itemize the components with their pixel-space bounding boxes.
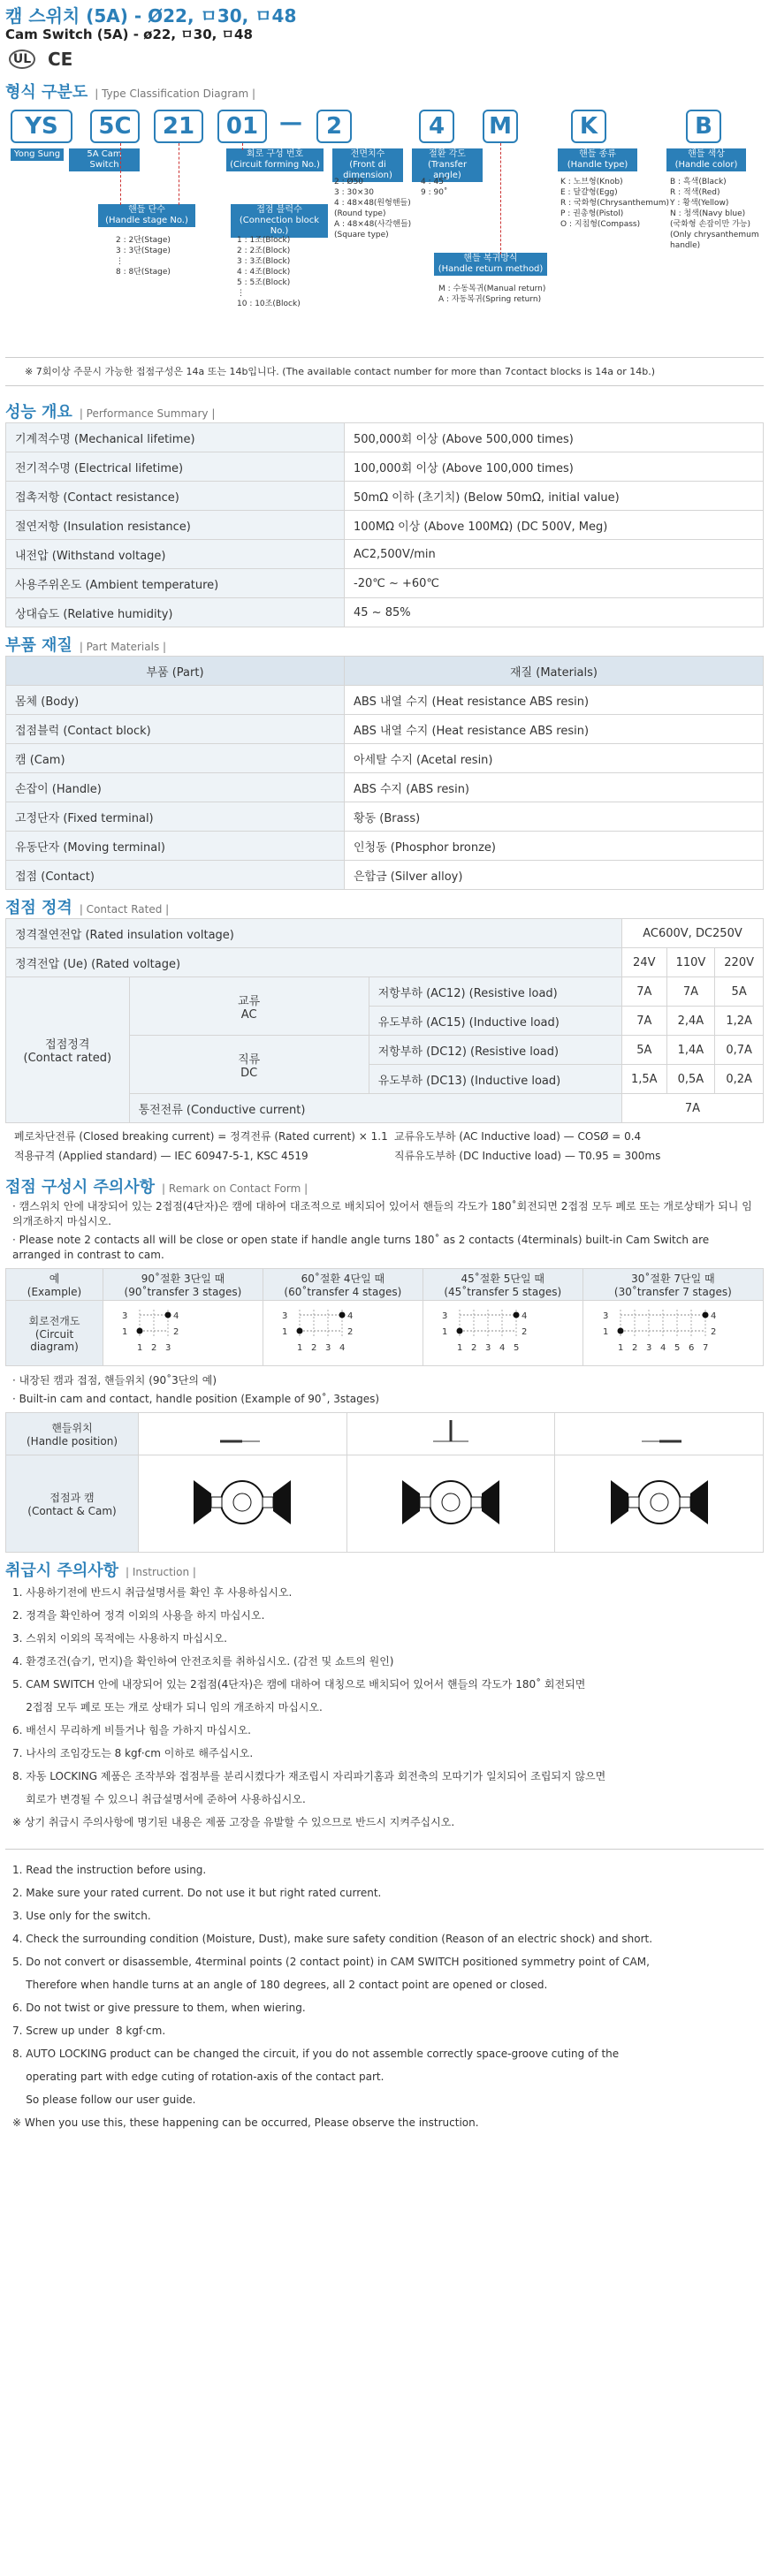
handle-pos bbox=[346, 1413, 555, 1455]
remark-en: · Please note 2 contacts all will be close or open state if handle angle turns 180˚ as 2 contacts (4terminals) built-in Cam Switch are arranged in contrast to cam. bbox=[12, 1234, 710, 1261]
performance-value: 50mΩ 이하 (초기치) (Below 50mΩ, initial value) bbox=[345, 482, 764, 511]
type-section-heading bbox=[5, 74, 764, 103]
svg-text:3: 3 bbox=[324, 1343, 331, 1353]
tag-front: 전면치수 (Front di dimension) bbox=[332, 148, 403, 182]
svg-text:1: 1 bbox=[456, 1343, 463, 1353]
code-b: B bbox=[686, 110, 721, 143]
performance-value: 45 ~ 85% bbox=[345, 598, 764, 627]
cam-contact-icon bbox=[393, 1458, 508, 1546]
performance-label: 접촉저항 (Contact resistance) bbox=[6, 482, 345, 511]
cam-contact-icon bbox=[185, 1458, 300, 1546]
type-section-title: 형식 구분도 bbox=[5, 83, 88, 102]
instruction-subtitle: | Instruction | bbox=[125, 1566, 196, 1578]
part-label: 고정단자 (Fixed terminal) bbox=[6, 802, 345, 832]
code-dash: — bbox=[279, 110, 302, 136]
circuit-diagram-4-icon bbox=[277, 1303, 409, 1361]
instruction-item: 2. 정격을 확인하여 정격 이외의 사용을 하지 마십시오. bbox=[12, 1609, 265, 1622]
code-21: 21 bbox=[154, 110, 203, 143]
type-diagram bbox=[5, 103, 764, 394]
cam-diagram bbox=[346, 1455, 555, 1553]
instruction-item: 5. CAM SWITCH 안에 내장되어 있는 2접점(4단자)은 캠에 대하여 대칭으로 배치되어 있어서 핸들의 각도가 180˚ 회전되면 bbox=[12, 1678, 586, 1691]
svg-text:3: 3 bbox=[441, 1311, 448, 1321]
performance-row bbox=[6, 511, 764, 540]
foot-ac-inductive: 교류유도부하 (AC Inductive load) — COSØ = 0.4 bbox=[394, 1130, 642, 1143]
rating-table bbox=[5, 918, 764, 1123]
example-45 bbox=[423, 1269, 582, 1301]
performance-label: 상대습도 (Relative humidity) bbox=[6, 598, 345, 627]
foot-dc-inductive: 직류유도부하 (DC Inductive load) — T0.95 = 300ms bbox=[394, 1150, 661, 1162]
tag-handle-type: 핸들 종류 (Handle type) bbox=[558, 148, 637, 171]
code-2: 2 bbox=[316, 110, 352, 143]
example-en: (30˚transfer 7 stages) bbox=[613, 1286, 732, 1298]
svg-text:2: 2 bbox=[521, 1327, 528, 1337]
example-en: (60˚transfer 4 stages) bbox=[284, 1286, 402, 1298]
part-material: 은합금 (Silver alloy) bbox=[345, 861, 764, 890]
parts-row bbox=[6, 861, 764, 890]
svg-text:3: 3 bbox=[484, 1343, 491, 1353]
svg-text:4: 4 bbox=[521, 1311, 528, 1321]
code-4: 4 bbox=[419, 110, 454, 143]
performance-subtitle: | Performance Summary | bbox=[79, 407, 216, 420]
svg-text:3: 3 bbox=[646, 1343, 652, 1353]
handle-right-icon bbox=[633, 1415, 686, 1450]
svg-text:1: 1 bbox=[618, 1343, 624, 1353]
svg-text:3: 3 bbox=[164, 1343, 171, 1353]
svg-text:2: 2 bbox=[150, 1343, 157, 1353]
instruction-item: 4. Check the surrounding condition (Moisture, Dust), make sure safety condition (Reason of an electric shock) and short. bbox=[12, 1933, 653, 1945]
insulation-value: AC600V, DC250V bbox=[621, 919, 763, 948]
divider bbox=[5, 1834, 764, 1850]
example-ko: 90˚절환 3단일 때 bbox=[141, 1273, 225, 1285]
foot-closed-breaking: 폐로차단전류 (Closed breaking current) = 정격전류 (Rated current) × 1.1 bbox=[14, 1130, 388, 1143]
rating-value: 7A bbox=[621, 977, 666, 1007]
example-table bbox=[5, 1268, 764, 1366]
instruction-item: 6. 배선시 무리하게 비틀거나 힘을 가하지 마십시오. bbox=[12, 1724, 251, 1736]
example-ko: 60˚절환 4단일 때 bbox=[301, 1273, 385, 1285]
instruction-title: 취급시 주의사항 bbox=[5, 1562, 118, 1580]
connector-line bbox=[500, 143, 501, 255]
handle-type-options: K : 노브형(Knob) E : 달걀형(Egg) R : 국화형(Chrysanthemum) P : 권총형(Pistol) O : 지침형(Compass) bbox=[560, 178, 670, 229]
example-en: (90˚transfer 3 stages) bbox=[124, 1286, 242, 1298]
performance-value: 100,000회 이상 (Above 100,000 times) bbox=[345, 452, 764, 482]
rating-value: 5A bbox=[715, 977, 764, 1007]
rating-value: 1,5A bbox=[621, 1065, 666, 1094]
performance-label: 기계적수명 (Mechanical lifetime) bbox=[6, 423, 345, 452]
svg-text:3: 3 bbox=[603, 1311, 609, 1321]
load-label: 저항부하 (DC12) (Resistive load) bbox=[369, 1036, 621, 1065]
rating-value: 1,4A bbox=[666, 1036, 715, 1065]
svg-text:1: 1 bbox=[603, 1327, 609, 1337]
rating-footnotes bbox=[5, 1123, 764, 1169]
svg-text:4: 4 bbox=[339, 1343, 346, 1353]
stage-options: 2 : 2단(Stage) 3 : 3단(Stage) ⋮ 8 : 8단(Stage) bbox=[116, 236, 171, 277]
handle-left-icon bbox=[216, 1415, 269, 1450]
rating-value: 2,4A bbox=[666, 1007, 715, 1036]
type-section-subtitle: | Type Classification Diagram | bbox=[95, 87, 256, 100]
parts-row bbox=[6, 773, 764, 802]
svg-text:2: 2 bbox=[470, 1343, 477, 1353]
dc-label: 직류 DC bbox=[129, 1036, 369, 1094]
code-ys: YS bbox=[11, 110, 72, 143]
svg-text:6: 6 bbox=[689, 1343, 695, 1353]
remark-subtitle: | Remark on Contact Form | bbox=[162, 1182, 308, 1195]
instruction-item: ※ 상기 취급시 주의사항에 명기된 내용은 제품 고장을 유발할 수 있으므로 반드시 지켜주십시오. bbox=[12, 1816, 455, 1828]
circuit-diagram-3-icon bbox=[117, 1303, 249, 1361]
part-label: 접점 (Contact) bbox=[6, 861, 345, 890]
code-m: M bbox=[483, 110, 518, 143]
part-label: 접점블럭 (Contact block) bbox=[6, 715, 345, 744]
example-30 bbox=[582, 1269, 763, 1301]
front-options: 2 : Ø50 3 : 30×30 4 : 48×48(원형핸들) (Round type) A : 48×48(사각핸들) (Square type) bbox=[334, 178, 412, 239]
insulation-label: 정격절연전압 (Rated insulation voltage) bbox=[6, 919, 622, 948]
svg-text:1: 1 bbox=[441, 1327, 448, 1337]
performance-row bbox=[6, 598, 764, 627]
rating-value: 7A bbox=[621, 1007, 666, 1036]
cam-diagram bbox=[555, 1455, 764, 1553]
rating-heading bbox=[5, 890, 764, 918]
performance-row bbox=[6, 569, 764, 598]
tag-handle-color: 핸들 색상 (Handle color) bbox=[666, 148, 746, 171]
code-k: K bbox=[571, 110, 606, 143]
ul-cert-icon: UL bbox=[9, 49, 35, 69]
tag-camswitch: 5A Cam Switch bbox=[69, 148, 140, 171]
parts-subtitle: | Part Materials | bbox=[79, 641, 167, 653]
rating-value: 0,7A bbox=[715, 1036, 764, 1065]
conductive-value: 7A bbox=[621, 1094, 763, 1123]
rating-value: 0,2A bbox=[715, 1065, 764, 1094]
svg-text:1: 1 bbox=[121, 1327, 128, 1337]
svg-text:4: 4 bbox=[499, 1343, 506, 1353]
tag-circuit: 회로 구성 번호 (Circuit forming No.) bbox=[226, 148, 324, 171]
type-note: ※ 7회이상 주문시 가능한 접점구성은 14a 또는 14b입니다. (The available contact number for more than 7contact blocks is 14a or 14b.) bbox=[5, 357, 764, 386]
svg-text:1: 1 bbox=[281, 1327, 288, 1337]
remark-title: 접점 구성시 주의사항 bbox=[5, 1178, 156, 1197]
svg-text:7: 7 bbox=[703, 1343, 709, 1353]
example-ko: 30˚절환 7단일 때 bbox=[631, 1273, 715, 1285]
parts-head-material: 재질 (Materials) bbox=[345, 657, 764, 686]
contact-rated-label: 접점정격 (Contact rated) bbox=[6, 977, 130, 1123]
performance-value: AC2,500V/min bbox=[345, 540, 764, 569]
cam-diagram bbox=[139, 1455, 347, 1553]
svg-text:4: 4 bbox=[172, 1311, 179, 1321]
performance-label: 절연저항 (Insulation resistance) bbox=[6, 511, 345, 540]
part-material: ABS 수지 (ABS resin) bbox=[345, 773, 764, 802]
circuit-label: 회로전개도 (Circuit diagram) bbox=[6, 1301, 103, 1366]
svg-text:2: 2 bbox=[711, 1327, 717, 1337]
svg-text:3: 3 bbox=[281, 1311, 288, 1321]
circuit-diagram bbox=[263, 1301, 423, 1366]
handle-pos bbox=[139, 1413, 347, 1455]
load-label: 유도부하 (DC13) (Inductive load) bbox=[369, 1065, 621, 1094]
part-material: 아세탈 수지 (Acetal resin) bbox=[345, 744, 764, 773]
part-material: ABS 내열 수지 (Heat resistance ABS resin) bbox=[345, 715, 764, 744]
circuit-diagram bbox=[103, 1301, 263, 1366]
rating-value: 7A bbox=[666, 977, 715, 1007]
instruction-item: 5. Do not convert or disassemble, 4terminal points (2 contact point) in CAM SWITCH positioned symmetry point of CAM, bbox=[12, 1956, 650, 1968]
connection-options: 1 : 1조(Block) 2 : 2조(Block) 3 : 3조(Block) 4 : 4조(Block) 5 : 5조(Block) ⋮ 10 : 10조(Block) bbox=[237, 236, 301, 308]
instruction-item: 7. 나사의 조임강도는 8 kgf·cm 이하로 해주십시오. bbox=[12, 1747, 254, 1759]
instruction-item: operating part with edge cuting of rotation-axis of the contact part. bbox=[12, 2071, 384, 2083]
code-5c: 5C bbox=[90, 110, 140, 143]
instruction-item: 8. 자동 LOCKING 제품은 조작부와 접점부를 분리시켰다가 재조립시 자리파기홈과 회전축의 모따기가 일치되어 조립되지 않으면 bbox=[12, 1770, 606, 1782]
performance-title: 성능 개요 bbox=[5, 403, 72, 422]
rating-title: 접점 정격 bbox=[5, 899, 72, 917]
instruction-ko-list bbox=[5, 1581, 764, 1834]
transfer-options: 4 : 45˚ 9 : 90˚ bbox=[421, 178, 448, 197]
svg-text:4: 4 bbox=[660, 1343, 666, 1353]
load-label: 저항부하 (AC12) (Resistive load) bbox=[369, 977, 621, 1007]
performance-heading bbox=[5, 394, 764, 422]
handle-color-options: B : 흑색(Black) R : 적색(Red) Y : 황색(Yellow) N : 청색(Navy blue) (국화형 손잡이만 가능) (Only chrysanthemum handle) bbox=[670, 178, 759, 250]
cam-en: · Built-in cam and contact, handle position (Example of 90˚, 3stages) bbox=[12, 1393, 380, 1405]
example-60 bbox=[263, 1269, 423, 1301]
instruction-en-list bbox=[5, 1858, 764, 2134]
example-en: (45˚transfer 5 stages) bbox=[444, 1286, 562, 1298]
circuit-diagram bbox=[423, 1301, 582, 1366]
performance-row bbox=[6, 540, 764, 569]
circuit-diagram-5-icon bbox=[437, 1303, 569, 1361]
voltage-24: 24V bbox=[621, 948, 666, 977]
connector-line bbox=[120, 143, 121, 205]
part-label: 손잡이 (Handle) bbox=[6, 773, 345, 802]
part-material: ABS 내열 수지 (Heat resistance ABS resin) bbox=[345, 686, 764, 715]
foot-standard: 적용규격 (Applied standard) — IEC 60947-5-1, KSC 4519 bbox=[14, 1150, 308, 1162]
rating-value: 0,5A bbox=[666, 1065, 715, 1094]
voltage-110: 110V bbox=[666, 948, 715, 977]
performance-value: -20℃ ~ +60℃ bbox=[345, 569, 764, 598]
tag-connection: 접점 블럭수 (Connection block No.) bbox=[231, 204, 328, 238]
instruction-item: 8. AUTO LOCKING product can be changed the circuit, if you do not assemble correctly space-groove cuting of the bbox=[12, 2048, 620, 2060]
parts-row bbox=[6, 802, 764, 832]
part-label: 유동단자 (Moving terminal) bbox=[6, 832, 345, 861]
parts-table bbox=[5, 656, 764, 890]
code-01: 01 bbox=[217, 110, 267, 143]
instruction-item: 3. Use only for the switch. bbox=[12, 1910, 151, 1922]
instruction-item: 4. 환경조건(습기, 먼지)을 확인하여 안전조치를 취하십시오. (감전 및 쇼트의 원인) bbox=[12, 1655, 394, 1668]
performance-label: 내전압 (Withstand voltage) bbox=[6, 540, 345, 569]
voltage-220: 220V bbox=[715, 948, 764, 977]
page-title: 캠 스위치 (5A) - Ø22, ㅁ30, ㅁ48 bbox=[5, 5, 297, 27]
svg-text:2: 2 bbox=[632, 1343, 638, 1353]
parts-title: 부품 재질 bbox=[5, 636, 72, 655]
ue-label: 정격전압 (Ue) (Rated voltage) bbox=[6, 948, 622, 977]
parts-row bbox=[6, 832, 764, 861]
load-label: 유도부하 (AC15) (Inductive load) bbox=[369, 1007, 621, 1036]
example-ko: 45˚절환 5단일 때 bbox=[461, 1273, 545, 1285]
svg-text:5: 5 bbox=[674, 1343, 681, 1353]
conductive-label: 통전전류 (Conductive current) bbox=[129, 1094, 621, 1123]
example-90 bbox=[103, 1269, 263, 1301]
rating-subtitle: | Contact Rated | bbox=[79, 903, 170, 916]
instruction-item: 2. Make sure your rated current. Do not use it but right rated current. bbox=[12, 1887, 382, 1899]
handle-up-icon bbox=[424, 1415, 477, 1450]
svg-text:2: 2 bbox=[172, 1327, 179, 1337]
performance-table bbox=[5, 422, 764, 627]
part-material: 인청동 (Phosphor bronze) bbox=[345, 832, 764, 861]
performance-label: 사용주위온도 (Ambient temperature) bbox=[6, 569, 345, 598]
rating-value: 1,2A bbox=[715, 1007, 764, 1036]
performance-row bbox=[6, 452, 764, 482]
parts-row bbox=[6, 744, 764, 773]
tag-yongsung: Yong Sung bbox=[11, 148, 64, 161]
instruction-item: 1. Read the instruction before using. bbox=[12, 1864, 207, 1876]
page-subtitle: Cam Switch (5A) - ø22, ㅁ30, ㅁ48 bbox=[5, 27, 253, 42]
instruction-item: 3. 스위치 이외의 목적에는 사용하지 마십시오. bbox=[12, 1632, 227, 1645]
svg-text:4: 4 bbox=[711, 1311, 717, 1321]
instruction-item: So please follow our user guide. bbox=[12, 2093, 196, 2106]
cam-contact-icon bbox=[602, 1458, 717, 1546]
circuit-diagram bbox=[582, 1301, 763, 1366]
svg-text:3: 3 bbox=[121, 1311, 128, 1321]
svg-text:1: 1 bbox=[296, 1343, 303, 1353]
ce-cert-icon: CE bbox=[48, 49, 73, 70]
cam-table bbox=[5, 1412, 764, 1553]
instruction-item: 2접점 모두 폐로 또는 개로 상태가 되니 임의 개조하지 마십시오. bbox=[12, 1701, 323, 1714]
svg-text:5: 5 bbox=[513, 1343, 520, 1353]
rating-value: 5A bbox=[621, 1036, 666, 1065]
example-label: 예 (Example) bbox=[6, 1269, 103, 1301]
performance-value: 100MΩ 이상 (Above 100MΩ) (DC 500V, Meg) bbox=[345, 511, 764, 540]
parts-head-part: 부품 (Part) bbox=[6, 657, 345, 686]
part-label: 몸체 (Body) bbox=[6, 686, 345, 715]
instruction-item: 7. Screw up under 8 kgf·cm. bbox=[12, 2025, 166, 2037]
svg-text:2: 2 bbox=[310, 1343, 317, 1353]
certifications bbox=[5, 44, 764, 74]
tag-transfer: 절환 각도 (Transfer angle) bbox=[412, 148, 483, 182]
instruction-item: 회로가 변경될 수 있으니 취급설명서에 준하여 사용하십시오. bbox=[12, 1793, 306, 1805]
instruction-item: ※ When you use this, these happening can be occurred, Please observe the instruction. bbox=[12, 2116, 479, 2129]
part-material: 황동 (Brass) bbox=[345, 802, 764, 832]
remark-ko: · 캠스위치 안에 내장되어 있는 2접점(4단자)은 캠에 대하여 대조적으로 배치되어 있어서 핸들의 각도가 180˚회전되면 2접점 모두 폐로 또는 개로상태가 되니 임의개조하지 마십시오. bbox=[12, 1200, 752, 1227]
performance-value: 500,000회 이상 (Above 500,000 times) bbox=[345, 423, 764, 452]
handle-pos-label: 핸들위치 (Handle position) bbox=[6, 1413, 139, 1455]
svg-text:1: 1 bbox=[136, 1343, 143, 1353]
remark-heading bbox=[5, 1169, 764, 1197]
instruction-item: 6. Do not twist or give pressure to them, when wiering. bbox=[12, 2002, 306, 2014]
parts-row bbox=[6, 715, 764, 744]
tag-return: 핸들 복귀방식 (Handle return method) bbox=[434, 253, 547, 276]
parts-heading bbox=[5, 627, 764, 656]
return-options: M : 수동복귀(Manual return) A : 자동복귀(Spring return) bbox=[438, 285, 546, 304]
part-label: 캠 (Cam) bbox=[6, 744, 345, 773]
cam-ko: · 내장된 캠과 접점, 핸들위치 (90˚3단의 예) bbox=[12, 1374, 217, 1387]
instruction-heading bbox=[5, 1553, 764, 1581]
instruction-item: Therefore when handle turns at an angle of 180 degrees, all 2 contact point are opened or closed. bbox=[12, 1979, 548, 1991]
circuit-diagram-7-icon bbox=[598, 1303, 748, 1361]
svg-text:2: 2 bbox=[346, 1327, 354, 1337]
ac-label: 교류 AC bbox=[129, 977, 369, 1036]
contact-cam-label: 접점과 캠 (Contact & Cam) bbox=[6, 1455, 139, 1553]
connector-line bbox=[242, 143, 243, 150]
handle-pos bbox=[555, 1413, 764, 1455]
instruction-item: 1. 사용하기전에 반드시 취급설명서를 확인 후 사용하십시오. bbox=[12, 1586, 293, 1599]
performance-row bbox=[6, 482, 764, 511]
tag-handle-stage: 핸들 단수 (Handle stage No.) bbox=[98, 204, 195, 227]
parts-row bbox=[6, 686, 764, 715]
performance-row bbox=[6, 423, 764, 452]
performance-label: 전기적수명 (Electrical lifetime) bbox=[6, 452, 345, 482]
svg-text:4: 4 bbox=[346, 1311, 354, 1321]
